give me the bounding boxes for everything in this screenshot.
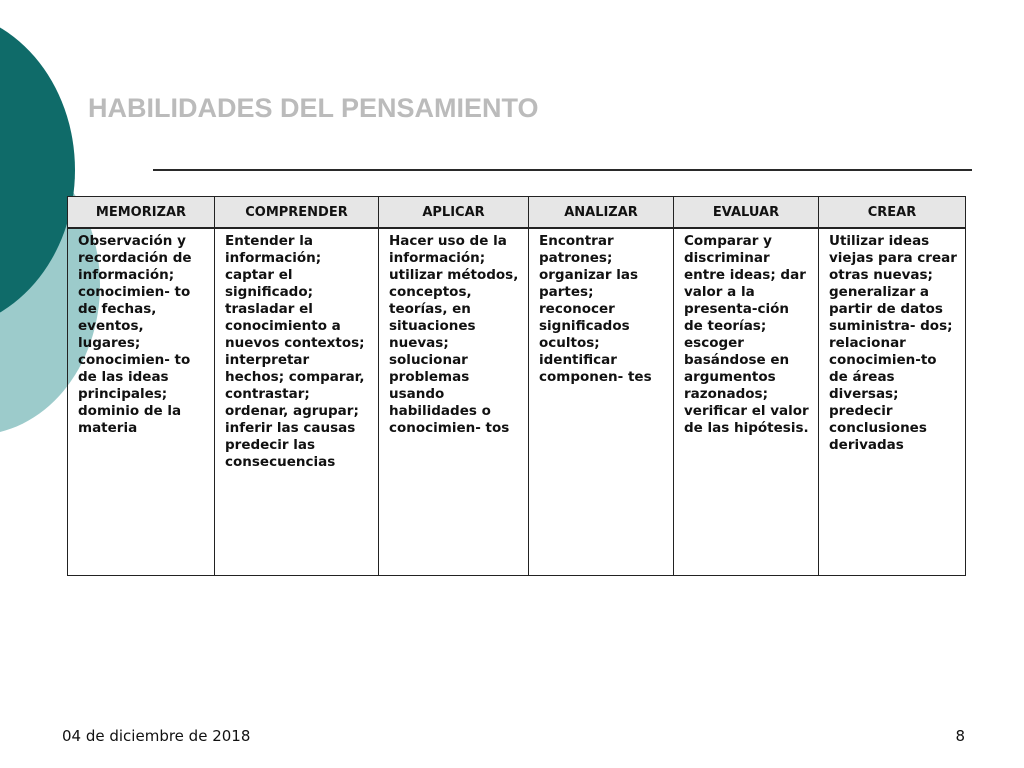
column-header-crear: CREAR: [819, 197, 966, 229]
cell-memorizar: Observación y recordación de información; conocimien- to de fechas, eventos, lugares; conocimien- to de las ideas principales; dominio de la materia: [68, 228, 215, 576]
cell-analizar: Encontrar patrones; organizar las partes; reconocer significados ocultos; identificar componen- tes: [529, 228, 674, 576]
cell-evaluar: Comparar y discriminar entre ideas; dar valor a la presenta-ción de teorías; escoger basándose en argumentos razonados; verificar el valor de las hipótesis.: [674, 228, 819, 576]
table-row: [68, 228, 966, 576]
title-underline: [153, 169, 972, 171]
slide-title: HABILIDADES DEL PENSAMIENTO: [88, 93, 539, 123]
column-header-memorizar: MEMORIZAR: [68, 197, 215, 229]
thinking-skills-table: [67, 196, 966, 576]
page-number: 8: [955, 727, 965, 745]
cell-crear: Utilizar ideas viejas para crear otras nuevas; generalizar a partir de datos suministra- dos; relacionar conocimien-to de áreas diversas; predecir conclusiones derivadas: [819, 228, 966, 576]
column-header-analizar: ANALIZAR: [529, 197, 674, 229]
column-header-evaluar: EVALUAR: [674, 197, 819, 229]
column-header-aplicar: APLICAR: [379, 197, 529, 229]
cell-comprender: Entender la información; captar el significado; trasladar el conocimiento a nuevos contextos; interpretar hechos; comparar, contrastar; ordenar, agrupar; inferir las causas predecir las consecuencias: [215, 228, 379, 576]
column-header-comprender: COMPRENDER: [215, 197, 379, 229]
footer-date: 04 de diciembre de 2018: [62, 727, 251, 745]
table-header-row: [68, 197, 966, 229]
cell-aplicar: Hacer uso de la información; utilizar métodos, conceptos, teorías, en situaciones nuevas; solucionar problemas usando habilidades o conocimien- tos: [379, 228, 529, 576]
